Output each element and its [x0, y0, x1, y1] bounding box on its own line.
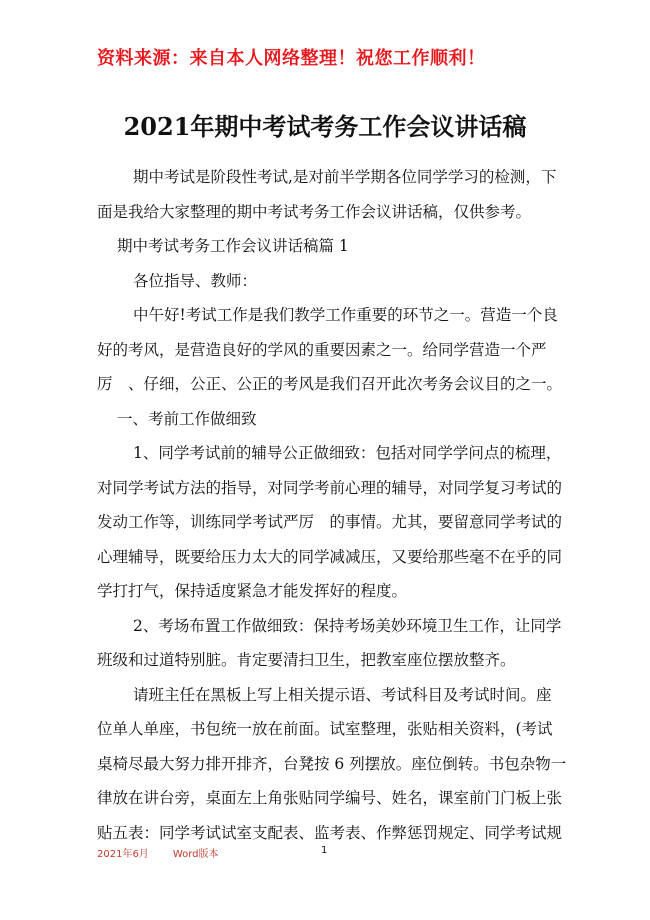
text-line: 1、同学考试前的辅导公正做细致：包括对同学学问点的梳理，	[133, 444, 562, 462]
page-number: 1	[321, 845, 328, 856]
text-line: 律放在讲台旁，桌面左上角张贴同学编号、姓名，课室前门门板上张	[97, 789, 563, 807]
text-line: 位单人单座，书包统一放在前面。试室整理，张贴相关资料，(考试	[97, 720, 553, 738]
text-line: 心理辅导，既要给压力太大的同学减减压，又要给那些毫不在乎的同	[97, 547, 563, 566]
paragraph-intro	[97, 160, 559, 229]
source-banner: 资料来源：来自本人网络整理！祝您工作顺利！	[97, 48, 486, 69]
paragraph-item-2	[97, 609, 562, 678]
text-line: 贴五表：同学考试试室支配表、监考表、作弊惩罚规定、同学考试规	[97, 823, 563, 842]
text-line: 面是我给大家整理的期中考试考务工作会议讲话稿，仅供参考。	[97, 202, 532, 221]
text-line: 期中考试考务工作会议讲话稿篇 1	[117, 237, 349, 255]
text-line: 好的考风，是营造良好的学风的重要因素之一。给同学营造一个严	[97, 340, 547, 359]
text-line: 班级和过道特别脏。肯定要清扫卫生，把教室座位摆放整齐。	[97, 651, 516, 669]
paragraph-greeting	[97, 298, 563, 402]
text-line: 厉 、仔细，公正、公正的考风是我们召开此次考务会议目的之一。	[97, 375, 563, 393]
document-title: 2021年期中考试考务工作会议讲话稿	[123, 112, 527, 141]
text-line: 中午好!考试工作是我们教学工作重要的环节之一。营造一个良	[133, 306, 558, 324]
paragraph-salutation	[97, 264, 559, 299]
text-line: 期中考试是阶段性考试,是对前半学期各位同学学习的检测，下	[133, 168, 557, 186]
paragraph-classroom-setup	[97, 678, 567, 851]
section-heading-1	[97, 402, 559, 437]
page-footer	[97, 845, 219, 860]
footer-date: 2021年6月	[97, 849, 149, 860]
document-body	[97, 160, 567, 850]
paragraph-heading-part1	[97, 229, 559, 264]
text-line: 学打打气，保持适度紧急才能发挥好的程度。	[97, 582, 408, 600]
text-line: 一、考前工作做细致	[117, 409, 257, 428]
footer-version: Word版本	[172, 849, 219, 860]
text-line: 请班主任在黑板上写上相关提示语、考试科目及考试时间。座	[133, 685, 552, 704]
text-line: 各位指导、教师：	[133, 271, 258, 290]
text-line: 发动工作等，训练同学考试严厉 的事情。尤其，要留意同学考试的	[97, 513, 563, 531]
text-line: 2、考场布置工作做细致：保持考场美妙环境卫生工作，让同学	[133, 616, 562, 635]
paragraph-item-1	[97, 436, 563, 609]
text-line: 桌椅尽最大努力排开排齐，台凳按 6 列摆放。座位倒转。书包杂物一	[97, 754, 567, 773]
text-line: 对同学考试方法的指导，对同学考前心理的辅导，对同学复习考试的	[97, 478, 563, 497]
